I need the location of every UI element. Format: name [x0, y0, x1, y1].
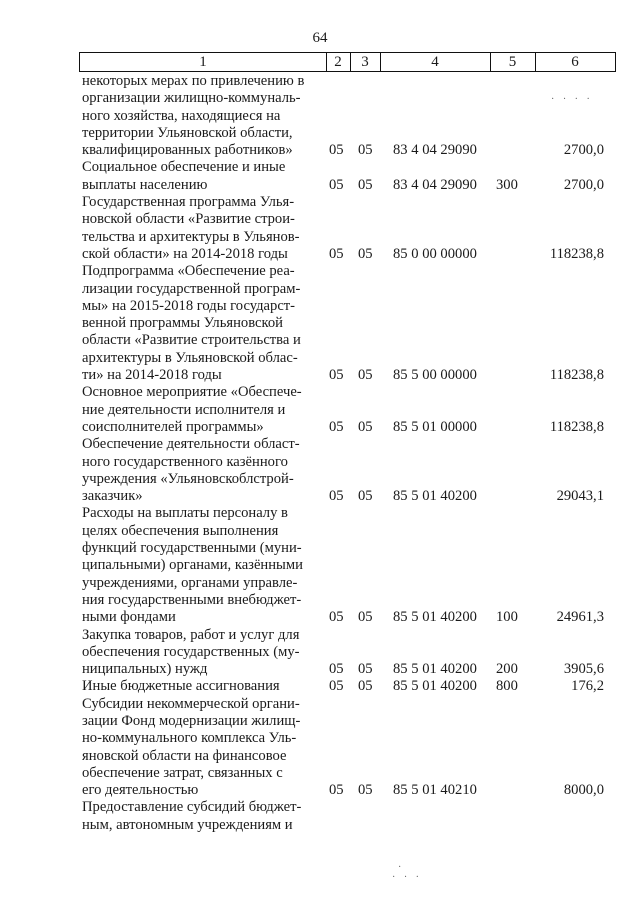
col-target-article: 85 5 01 00000 — [393, 418, 477, 435]
col-target-article: 85 5 01 40200 — [393, 661, 477, 678]
row-name-line: ской области» на 2014-2018 годы — [82, 245, 288, 262]
row-name-line: выплаты населению — [82, 176, 208, 193]
col-expense-type: 300 — [496, 176, 518, 193]
col-section: 05 — [329, 142, 344, 159]
table-row — [0, 505, 640, 626]
row-name — [82, 194, 316, 263]
col-expense-type: 800 — [496, 678, 518, 695]
row-name-line: учреждениями, органами управле- — [82, 574, 298, 591]
row-name-line: Предоставление субсидий бюджет- — [82, 799, 302, 816]
header-col-5: 5 — [490, 53, 536, 71]
table-row — [0, 384, 640, 436]
row-name-line: Обеспечение деятельности област- — [82, 436, 300, 453]
col-target-article: 85 5 01 40200 — [393, 488, 477, 505]
table-row — [0, 159, 640, 194]
row-name-line: Подпрограмма «Обеспечение реа- — [82, 263, 295, 280]
col-amount: 176,2 — [571, 678, 604, 695]
col-section: 05 — [329, 782, 344, 799]
col-amount: 8000,0 — [563, 782, 604, 799]
col-subsection: 05 — [358, 609, 373, 626]
row-name-line: Иные бюджетные ассигнования — [82, 678, 280, 695]
header-col-2: 2 — [326, 53, 351, 71]
row-name-line: Субсидии некоммерческой органи- — [82, 695, 300, 712]
row-name-line: ципальными) органами, казёнными — [82, 557, 303, 574]
row-name-line: обеспечения государственных (му- — [82, 643, 300, 660]
table-row — [0, 73, 640, 159]
col-amount: 24961,3 — [556, 609, 604, 626]
row-name — [82, 799, 316, 834]
row-name-line: Социальное обеспечение и иные — [82, 159, 286, 176]
row-name — [82, 73, 316, 159]
row-name-line: тельства и архитектуры в Ульянов- — [82, 228, 300, 245]
col-subsection: 05 — [358, 488, 373, 505]
row-name-line: целях обеспечения выполнения — [82, 522, 279, 539]
col-target-article: 85 5 01 40200 — [393, 609, 477, 626]
row-name-line: ными фондами — [82, 609, 176, 626]
row-name — [82, 263, 316, 384]
col-target-article: 85 5 01 40200 — [393, 678, 477, 695]
col-target-article: 85 0 00 00000 — [393, 245, 477, 262]
col-expense-type: 100 — [496, 609, 518, 626]
col-section: 05 — [329, 176, 344, 193]
table-row — [0, 263, 640, 384]
row-name-line: его деятельностью — [82, 782, 199, 799]
row-name — [82, 678, 316, 695]
row-name — [82, 505, 316, 626]
col-subsection: 05 — [358, 678, 373, 695]
col-amount: 29043,1 — [556, 488, 604, 505]
row-name — [82, 696, 316, 800]
row-name-line: некоторых мерах по привлечению в — [82, 73, 305, 89]
row-name-line: ния государственными внебюджет- — [82, 591, 302, 608]
scan-specks: · · · — [392, 872, 422, 883]
row-name-line: ти» на 2014-2018 годы — [82, 367, 222, 384]
col-section: 05 — [329, 367, 344, 384]
table-row — [0, 799, 640, 834]
col-subsection: 05 — [358, 142, 373, 159]
col-amount: 118238,8 — [549, 418, 604, 435]
col-subsection: 05 — [358, 661, 373, 678]
row-name-line: яновской области на финансовое — [82, 747, 287, 764]
row-name-line: Государственная программа Улья- — [82, 194, 295, 211]
row-name-line: соисполнителей программы» — [82, 418, 264, 435]
row-name-line: новской области «Развитие строи- — [82, 211, 295, 228]
col-section: 05 — [329, 488, 344, 505]
col-amount: 2700,0 — [563, 176, 604, 193]
table-header — [79, 52, 616, 72]
row-name-line: квалифицированных работников» — [82, 142, 293, 159]
col-section: 05 — [329, 661, 344, 678]
col-section: 05 — [329, 609, 344, 626]
col-subsection: 05 — [358, 367, 373, 384]
table-row — [0, 627, 640, 679]
row-name-line: но-коммунального комплекса Уль- — [82, 730, 297, 747]
col-target-article: 85 5 01 40210 — [393, 782, 477, 799]
header-col-4: 4 — [380, 53, 491, 71]
row-name-line: Расходы на выплаты персоналу в — [82, 505, 288, 522]
row-name-line: венной программы Ульяновской — [82, 315, 283, 332]
row-name-line: зации Фонд модернизации жилищ- — [82, 712, 301, 729]
scan-specks: · — [398, 862, 405, 873]
col-subsection: 05 — [358, 176, 373, 193]
header-col-1: 1 — [80, 53, 327, 71]
scan-specks: · · · · — [551, 94, 593, 105]
row-name-line: Закупка товаров, работ и услуг для — [82, 626, 300, 643]
col-subsection: 05 — [358, 418, 373, 435]
row-name-line: обеспечение затрат, связанных с — [82, 764, 283, 781]
col-amount: 118238,8 — [549, 245, 604, 262]
row-name-line: мы» на 2015-2018 годы государст- — [82, 297, 296, 314]
header-col-6: 6 — [571, 54, 579, 70]
row-name-line: территории Ульяновской области, — [82, 124, 293, 141]
col-amount: 2700,0 — [563, 142, 604, 159]
header-col-3: 3 — [350, 53, 381, 71]
col-target-article: 83 4 04 29090 — [393, 142, 477, 159]
row-name — [82, 159, 316, 194]
row-name-line: учреждения «Ульяновскоблстрой- — [82, 470, 294, 487]
col-target-article: 85 5 00 00000 — [393, 367, 477, 384]
row-name-line: ниципальных) нужд — [82, 661, 208, 678]
row-name-line: Основное мероприятие «Обеспече- — [82, 384, 302, 401]
col-target-article: 83 4 04 29090 — [393, 176, 477, 193]
col-section: 05 — [329, 245, 344, 262]
row-name-line: заказчик» — [82, 488, 143, 505]
table-body — [0, 73, 640, 834]
col-amount: 3905,6 — [563, 661, 604, 678]
row-name — [82, 384, 316, 436]
col-section: 05 — [329, 678, 344, 695]
row-name-line: организации жилищно-коммуналь- — [82, 90, 301, 107]
row-name-line: функций государственными (муни- — [82, 540, 302, 557]
col-expense-type: 200 — [496, 661, 518, 678]
page-number: 64 — [312, 30, 328, 46]
table-row — [0, 678, 640, 695]
col-subsection: 05 — [358, 782, 373, 799]
row-name-line: ного хозяйства, находящиеся на — [82, 107, 281, 124]
row-name-line: архитектуры в Ульяновской облас- — [82, 349, 298, 366]
row-name — [82, 627, 316, 679]
row-name-line: области «Развитие строительства и — [82, 332, 301, 349]
row-name-line: ным, автономным учреждениям и — [82, 816, 293, 833]
row-name-line: ние деятельности исполнителя и — [82, 401, 286, 418]
row-name-line: ного государственного казённого — [82, 453, 288, 470]
row-name-line: лизации государственной програм- — [82, 280, 301, 297]
table-row — [0, 436, 640, 505]
col-section: 05 — [329, 418, 344, 435]
col-subsection: 05 — [358, 245, 373, 262]
col-amount: 118238,8 — [549, 367, 604, 384]
row-name — [82, 436, 316, 505]
table-row — [0, 194, 640, 263]
table-row — [0, 696, 640, 800]
